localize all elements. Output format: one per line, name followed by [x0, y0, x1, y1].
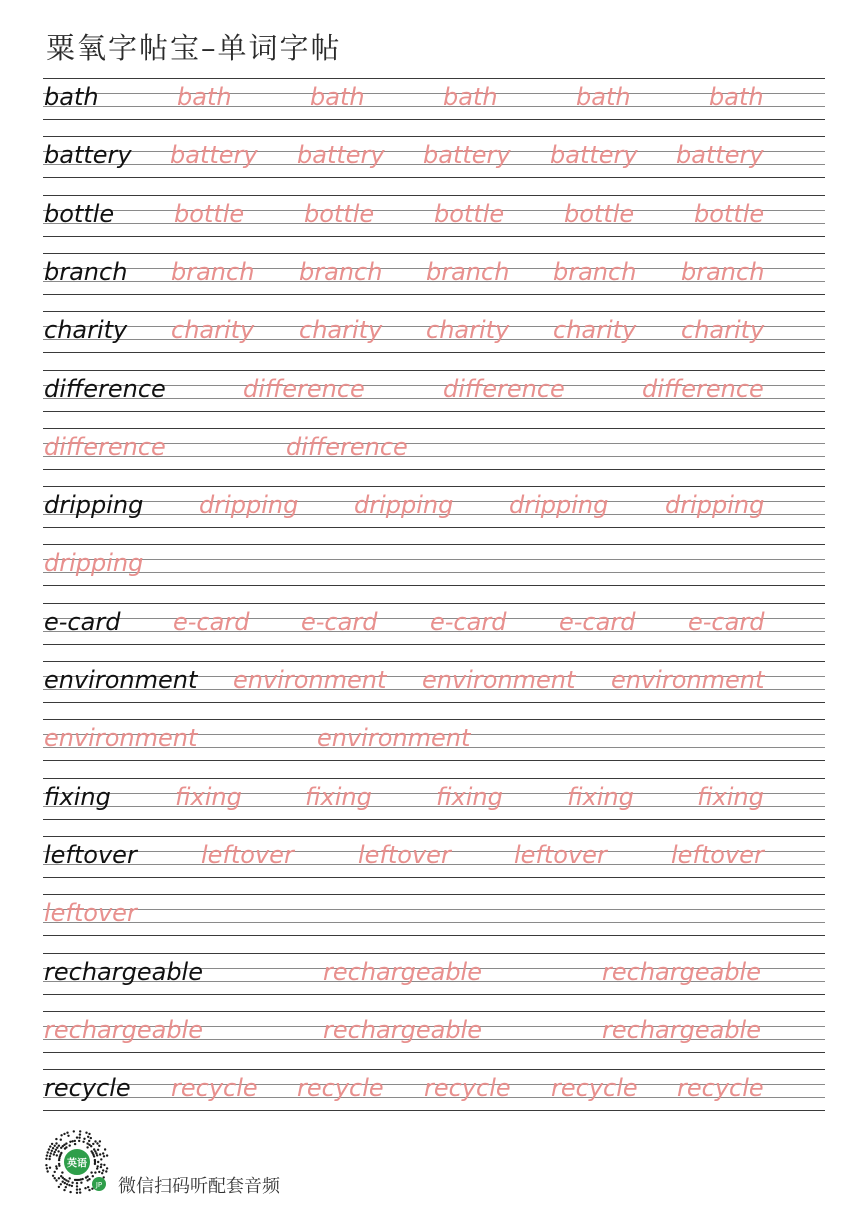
trace-word: dripping	[665, 491, 765, 519]
ruling-line	[43, 572, 825, 573]
trace-word: leftover	[514, 841, 607, 869]
trace-word: e-card	[688, 608, 765, 636]
trace-word: charity	[299, 316, 383, 344]
ruling-line	[43, 1052, 825, 1053]
trace-word: e-card	[173, 608, 250, 636]
trace-word: leftover	[671, 841, 764, 869]
practice-row	[43, 1069, 825, 1111]
trace-word: charity	[681, 316, 765, 344]
trace-word: rechargeable	[602, 1016, 761, 1044]
trace-word: dripping	[354, 491, 454, 519]
trace-word: bath	[310, 83, 365, 111]
practice-row	[43, 778, 825, 820]
ruling-line	[43, 644, 825, 645]
practice-row	[43, 661, 825, 703]
practice-row	[43, 894, 825, 936]
trace-word: recycle	[424, 1074, 511, 1102]
trace-word: dripping	[199, 491, 299, 519]
trace-word: environment	[611, 666, 765, 694]
trace-word: charity	[553, 316, 637, 344]
ruling-line	[43, 819, 825, 820]
page-title: 粟氧字帖宝–单词字帖	[46, 31, 342, 65]
ruling-line	[43, 236, 825, 237]
model-word: fixing	[44, 783, 111, 811]
practice-row	[43, 1011, 825, 1053]
practice-row	[43, 486, 825, 528]
practice-row	[43, 603, 825, 645]
trace-word: bottle	[434, 200, 505, 228]
ruling-line	[43, 486, 825, 487]
ruling-line	[43, 544, 825, 545]
ruling-line	[43, 106, 825, 107]
ruling-line	[43, 836, 825, 837]
practice-row	[43, 253, 825, 295]
practice-row	[43, 78, 825, 120]
trace-word: bottle	[174, 200, 245, 228]
trace-word: charity	[426, 316, 510, 344]
trace-word: e-card	[559, 608, 636, 636]
trace-word: e-card	[301, 608, 378, 636]
trace-word: charity	[171, 316, 255, 344]
trace-word: bath	[177, 83, 232, 111]
trace-word: recycle	[677, 1074, 764, 1102]
ruling-line	[43, 469, 825, 470]
model-word: branch	[44, 258, 128, 286]
ruling-line	[43, 195, 825, 196]
trace-word: battery	[550, 141, 638, 169]
ruling-line	[43, 760, 825, 761]
practice-row	[43, 311, 825, 353]
trace-word: branch	[426, 258, 510, 286]
model-word: leftover	[44, 841, 137, 869]
model-word: e-card	[44, 608, 121, 636]
trace-word: rechargeable	[323, 1016, 482, 1044]
model-word: dripping	[44, 491, 144, 519]
practice-row	[43, 544, 825, 586]
ruling-line	[43, 253, 825, 254]
trace-word: branch	[553, 258, 637, 286]
trace-word: branch	[171, 258, 255, 286]
trace-word: difference	[44, 433, 166, 461]
ruling-line	[43, 177, 825, 178]
model-word: recycle	[44, 1074, 131, 1102]
qr-badge-text: 英语	[67, 1158, 87, 1170]
trace-word: rechargeable	[602, 958, 761, 986]
ruling-line	[43, 78, 825, 79]
ruling-line	[43, 93, 825, 94]
ruling-line	[43, 778, 825, 779]
ruling-line	[43, 428, 825, 429]
ruling-line	[43, 922, 825, 923]
trace-word: dripping	[44, 549, 144, 577]
model-word: battery	[44, 141, 132, 169]
ruling-line	[43, 411, 825, 412]
ruling-line	[43, 527, 825, 528]
trace-word: bath	[443, 83, 498, 111]
trace-word: bottle	[694, 200, 765, 228]
trace-word: rechargeable	[323, 958, 482, 986]
trace-word: leftover	[201, 841, 294, 869]
practice-row	[43, 370, 825, 412]
practice-row	[43, 953, 825, 995]
trace-word: environment	[233, 666, 387, 694]
ruling-line	[43, 702, 825, 703]
ruling-line	[43, 1011, 825, 1012]
ruling-line	[43, 294, 825, 295]
practice-row	[43, 195, 825, 237]
practice-row	[43, 428, 825, 470]
practice-row	[43, 836, 825, 878]
trace-word: branch	[681, 258, 765, 286]
model-word: charity	[44, 316, 128, 344]
trace-word: difference	[443, 375, 565, 403]
ruling-line	[43, 661, 825, 662]
trace-word: recycle	[551, 1074, 638, 1102]
trace-word: branch	[299, 258, 383, 286]
trace-word: fixing	[697, 783, 764, 811]
trace-word: fixing	[305, 783, 372, 811]
qr-corner-text: JP	[95, 1181, 103, 1189]
trace-word: environment	[44, 724, 198, 752]
ruling-line	[43, 719, 825, 720]
model-word: bottle	[44, 200, 115, 228]
model-word: bath	[44, 83, 99, 111]
practice-row	[43, 136, 825, 178]
ruling-line	[43, 894, 825, 895]
ruling-line	[43, 1069, 825, 1070]
ruling-line	[43, 953, 825, 954]
trace-word: bath	[576, 83, 631, 111]
ruling-line	[43, 994, 825, 995]
practice-row	[43, 719, 825, 761]
trace-word: leftover	[358, 841, 451, 869]
trace-word: battery	[676, 141, 764, 169]
ruling-line	[43, 119, 825, 120]
trace-word: fixing	[567, 783, 634, 811]
ruling-line	[43, 559, 825, 560]
trace-word: difference	[642, 375, 764, 403]
ruling-line	[43, 909, 825, 910]
trace-word: rechargeable	[44, 1016, 203, 1044]
qr-code-graphic	[42, 1127, 112, 1197]
qr-code-icon[interactable]	[42, 1127, 112, 1197]
trace-word: recycle	[297, 1074, 384, 1102]
ruling-line	[43, 603, 825, 604]
model-word: difference	[44, 375, 166, 403]
trace-word: bottle	[564, 200, 635, 228]
trace-word: bath	[709, 83, 764, 111]
trace-word: difference	[243, 375, 365, 403]
trace-word: fixing	[175, 783, 242, 811]
trace-word: dripping	[509, 491, 609, 519]
audio-scan-caption: 微信扫码听配套音频	[118, 1176, 280, 1197]
ruling-line	[43, 352, 825, 353]
trace-word: bottle	[304, 200, 375, 228]
trace-word: battery	[297, 141, 385, 169]
trace-word: difference	[286, 433, 408, 461]
trace-word: environment	[422, 666, 576, 694]
ruling-line	[43, 935, 825, 936]
ruling-line	[43, 877, 825, 878]
ruling-line	[43, 136, 825, 137]
trace-word: e-card	[430, 608, 507, 636]
ruling-line	[43, 311, 825, 312]
trace-word: fixing	[436, 783, 503, 811]
trace-word: recycle	[171, 1074, 258, 1102]
trace-word: battery	[170, 141, 258, 169]
model-word: rechargeable	[44, 958, 203, 986]
trace-word: leftover	[44, 899, 137, 927]
ruling-line	[43, 370, 825, 371]
trace-word: battery	[423, 141, 511, 169]
model-word: environment	[44, 666, 198, 694]
trace-word: environment	[317, 724, 471, 752]
ruling-line	[43, 1110, 825, 1111]
ruling-line	[43, 585, 825, 586]
